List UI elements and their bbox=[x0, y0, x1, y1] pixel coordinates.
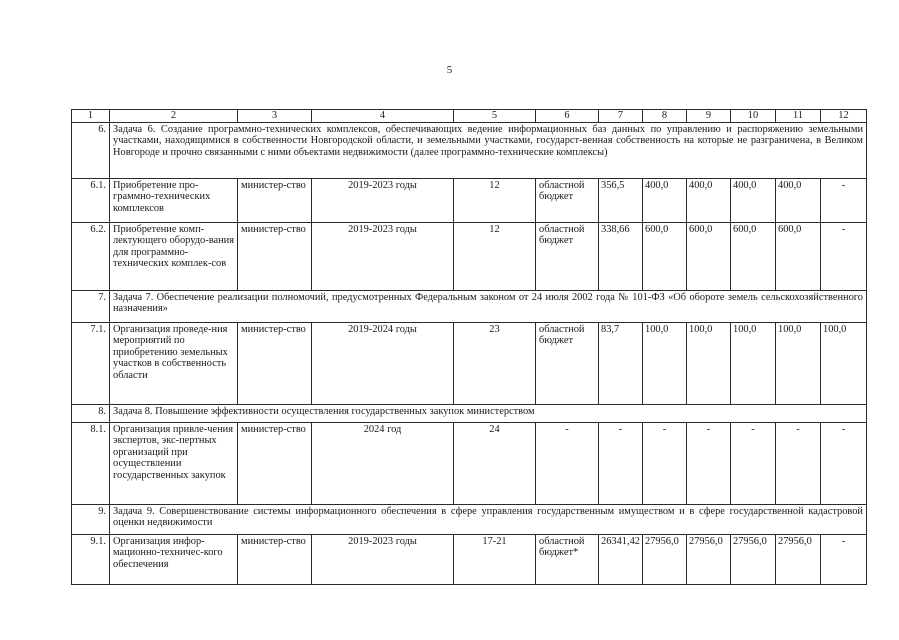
item-target: 24 bbox=[454, 423, 536, 505]
value-col-8: 600,0 bbox=[643, 223, 687, 291]
task-description: Задача 6. Создание программно-технических комплексов, обеспечивающих ведение информационных баз данных по управлению и распоряжению земельными участками, находящимися в собственности Новгородской области, и земельными участками, государст-венная собственность на которые не разграничена, в Великом Новгороде и прочно связанными с ними объектами недвижимости (далее программно-технические комплексы) bbox=[110, 123, 867, 179]
item-source: областной бюджет bbox=[536, 179, 599, 223]
value-col-7: 338,66 bbox=[599, 223, 643, 291]
value-col-12: - bbox=[821, 179, 867, 223]
item-name: Приобретение комп-лектующего оборудо-вания для программно-технических комплек-сов bbox=[110, 223, 238, 291]
item-source: - bbox=[536, 423, 599, 505]
item-row bbox=[72, 423, 867, 505]
item-name: Организация проведе-ния мероприятий по приобретению земельных участков в собственность области bbox=[110, 323, 238, 405]
item-period: 2019-2023 годы bbox=[312, 535, 454, 585]
item-number: 7.1. bbox=[72, 323, 110, 405]
column-header: 3 bbox=[238, 110, 312, 123]
column-header: 6 bbox=[536, 110, 599, 123]
task-row bbox=[72, 505, 867, 535]
item-period: 2019-2024 годы bbox=[312, 323, 454, 405]
column-header: 5 bbox=[454, 110, 536, 123]
program-table-body bbox=[72, 110, 867, 585]
value-col-7: 83,7 bbox=[599, 323, 643, 405]
item-period: 2024 год bbox=[312, 423, 454, 505]
task-number: 8. bbox=[72, 405, 110, 423]
program-table bbox=[71, 109, 867, 585]
value-col-7: - bbox=[599, 423, 643, 505]
item-row bbox=[72, 535, 867, 585]
item-source: областной бюджет bbox=[536, 223, 599, 291]
value-col-12: - bbox=[821, 223, 867, 291]
item-row bbox=[72, 223, 867, 291]
item-target: 12 bbox=[454, 223, 536, 291]
value-col-10: - bbox=[731, 423, 776, 505]
value-col-9: - bbox=[687, 423, 731, 505]
item-name: Приобретение про-граммно-технических комплексов bbox=[110, 179, 238, 223]
value-col-11: 600,0 bbox=[776, 223, 821, 291]
column-header: 9 bbox=[687, 110, 731, 123]
item-row bbox=[72, 323, 867, 405]
item-row bbox=[72, 179, 867, 223]
column-header: 12 bbox=[821, 110, 867, 123]
value-col-11: 100,0 bbox=[776, 323, 821, 405]
value-col-9: 27956,0 bbox=[687, 535, 731, 585]
value-col-10: 400,0 bbox=[731, 179, 776, 223]
column-header: 2 bbox=[110, 110, 238, 123]
value-col-8: 400,0 bbox=[643, 179, 687, 223]
value-col-11: 400,0 bbox=[776, 179, 821, 223]
value-col-12: - bbox=[821, 535, 867, 585]
item-name: Организация привле-чения экспертов, экс-пертных организаций при осуществлении государственных закупок bbox=[110, 423, 238, 505]
item-target: 12 bbox=[454, 179, 536, 223]
task-number: 9. bbox=[72, 505, 110, 535]
task-row bbox=[72, 405, 867, 423]
item-number: 9.1. bbox=[72, 535, 110, 585]
value-col-12: - bbox=[821, 423, 867, 505]
item-executor: министер-ство bbox=[238, 223, 312, 291]
item-executor: министер-ство bbox=[238, 179, 312, 223]
column-header: 11 bbox=[776, 110, 821, 123]
task-description: Задача 7. Обеспечение реализации полномочий, предусмотренных Федеральным законом от 24 июля 2002 года № 101-ФЗ «Об обороте земель сельскохозяйственного назначения» bbox=[110, 291, 867, 323]
task-row bbox=[72, 123, 867, 179]
item-period: 2019-2023 годы bbox=[312, 179, 454, 223]
value-col-10: 600,0 bbox=[731, 223, 776, 291]
value-col-8: 100,0 bbox=[643, 323, 687, 405]
value-col-12: 100,0 bbox=[821, 323, 867, 405]
item-executor: министер-ство bbox=[238, 323, 312, 405]
value-col-11: 27956,0 bbox=[776, 535, 821, 585]
page-number: 5 bbox=[446, 64, 453, 76]
value-col-9: 100,0 bbox=[687, 323, 731, 405]
value-col-10: 100,0 bbox=[731, 323, 776, 405]
value-col-11: - bbox=[776, 423, 821, 505]
value-col-7: 356,5 bbox=[599, 179, 643, 223]
value-col-8: 27956,0 bbox=[643, 535, 687, 585]
column-header: 4 bbox=[312, 110, 454, 123]
task-row bbox=[72, 291, 867, 323]
item-number: 6.2. bbox=[72, 223, 110, 291]
value-col-9: 600,0 bbox=[687, 223, 731, 291]
item-period: 2019-2023 годы bbox=[312, 223, 454, 291]
item-source: областной бюджет bbox=[536, 323, 599, 405]
column-number-row bbox=[72, 110, 867, 123]
item-executor: министер-ство bbox=[238, 535, 312, 585]
item-target: 23 bbox=[454, 323, 536, 405]
item-number: 6.1. bbox=[72, 179, 110, 223]
task-description: Задача 8. Повышение эффективности осуществления государственных закупок министерством bbox=[110, 405, 867, 423]
column-header: 7 bbox=[599, 110, 643, 123]
column-header: 1 bbox=[72, 110, 110, 123]
item-executor: министер-ство bbox=[238, 423, 312, 505]
value-col-9: 400,0 bbox=[687, 179, 731, 223]
item-name: Организация инфор-мационно-техничес-кого обеспечения bbox=[110, 535, 238, 585]
task-description: Задача 9. Совершенствование системы информационного обеспечения в сфере управления государственным имуществом и в сфере государственной кадастровой оценки недвижимости bbox=[110, 505, 867, 535]
task-number: 6. bbox=[72, 123, 110, 179]
value-col-7: 26341,42 bbox=[599, 535, 643, 585]
value-col-10: 27956,0 bbox=[731, 535, 776, 585]
value-col-8: - bbox=[643, 423, 687, 505]
item-number: 8.1. bbox=[72, 423, 110, 505]
column-header: 10 bbox=[731, 110, 776, 123]
item-target: 17-21 bbox=[454, 535, 536, 585]
task-number: 7. bbox=[72, 291, 110, 323]
column-header: 8 bbox=[643, 110, 687, 123]
item-source: областной бюджет* bbox=[536, 535, 599, 585]
